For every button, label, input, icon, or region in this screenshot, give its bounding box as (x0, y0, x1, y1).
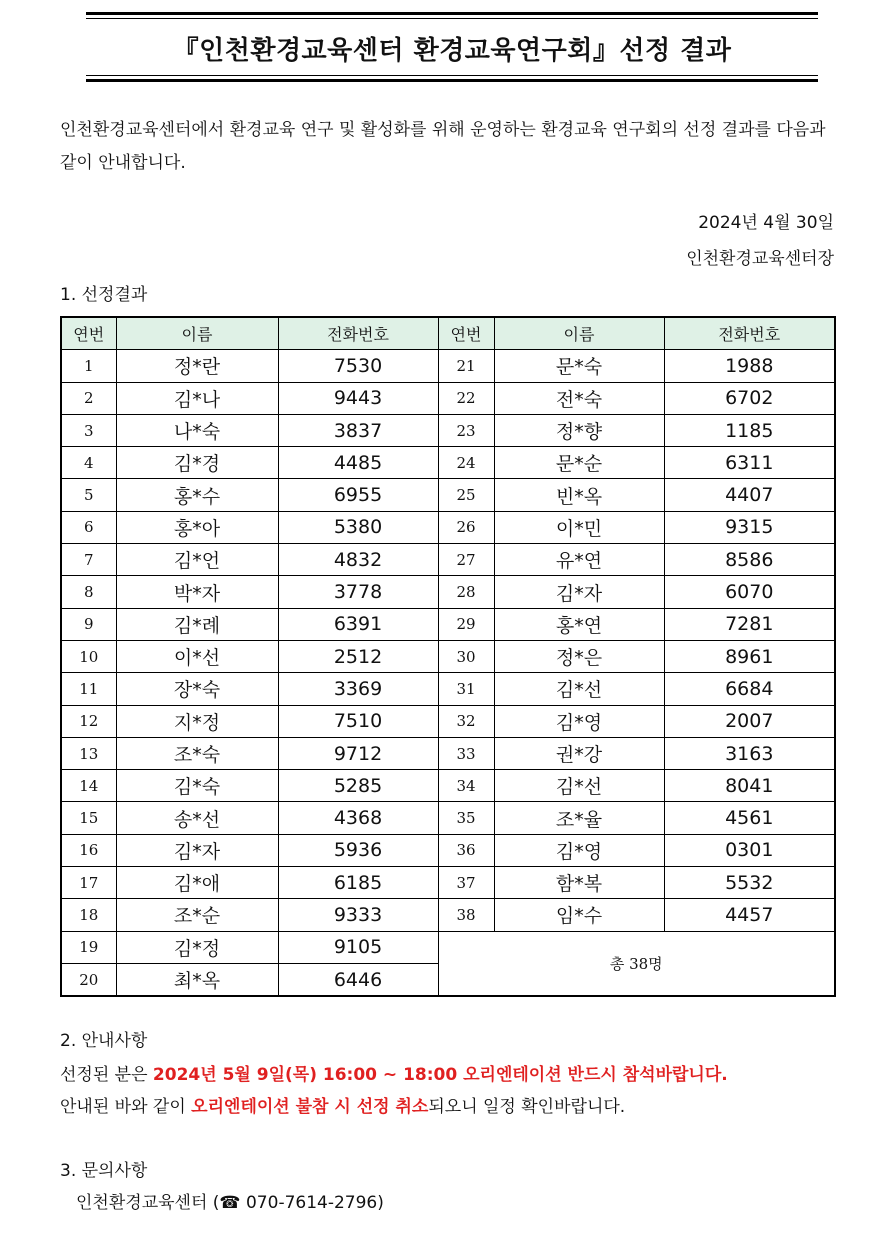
issuing-organization: 인천환경교육센터장 (686, 249, 834, 269)
member-phone: 4368 (278, 802, 438, 834)
title-rule-top (86, 12, 818, 15)
member-phone: 7510 (278, 705, 438, 737)
title-rule-bottom (86, 79, 818, 82)
member-name: 문*순 (494, 447, 664, 479)
member-name: 김*애 (116, 867, 278, 899)
member-name: 문*숙 (494, 350, 664, 382)
member-name: 전*숙 (494, 382, 664, 414)
member-name: 정*란 (116, 350, 278, 382)
member-name: 조*율 (494, 802, 664, 834)
member-name: 김*숙 (116, 770, 278, 802)
table-row (61, 770, 835, 802)
row-number: 33 (438, 737, 494, 769)
header-tel-right: 전화번호 (664, 317, 835, 350)
member-phone: 5532 (664, 867, 835, 899)
table-header-row (61, 317, 835, 350)
member-phone: 8961 (664, 640, 835, 672)
member-phone: 9712 (278, 737, 438, 769)
row-number: 34 (438, 770, 494, 802)
row-number: 4 (61, 447, 116, 479)
row-number: 37 (438, 867, 494, 899)
member-name: 박*자 (116, 576, 278, 608)
row-number: 31 (438, 673, 494, 705)
member-phone: 6391 (278, 608, 438, 640)
table-row (61, 705, 835, 737)
notice-line-2 (60, 1092, 625, 1117)
member-name: 홍*아 (116, 511, 278, 543)
row-number: 27 (438, 544, 494, 576)
member-phone: 6684 (664, 673, 835, 705)
document-date: 2024년 4월 30일 (698, 213, 834, 233)
member-phone: 7281 (664, 608, 835, 640)
row-number: 13 (61, 737, 116, 769)
table-row (61, 447, 835, 479)
row-number: 29 (438, 608, 494, 640)
member-name: 장*숙 (116, 673, 278, 705)
member-name: 김*정 (116, 931, 278, 963)
row-number: 38 (438, 899, 494, 931)
notice-line-2-text: 안내된 바와 같이 (60, 1097, 192, 1117)
member-phone: 5285 (278, 770, 438, 802)
member-phone: 4561 (664, 802, 835, 834)
row-number: 15 (61, 802, 116, 834)
member-name: 김*자 (116, 834, 278, 866)
member-phone: 2007 (664, 705, 835, 737)
member-name: 김*례 (116, 608, 278, 640)
member-phone: 7530 (278, 350, 438, 382)
member-phone: 6070 (664, 576, 835, 608)
row-number: 24 (438, 447, 494, 479)
row-number: 12 (61, 705, 116, 737)
member-name: 이*선 (116, 640, 278, 672)
member-phone: 3837 (278, 414, 438, 446)
member-name: 이*민 (494, 511, 664, 543)
section-1-heading: 1. 선정결과 (60, 285, 148, 305)
member-phone: 9315 (664, 511, 835, 543)
selection-result-table (60, 316, 836, 997)
member-phone: 5936 (278, 834, 438, 866)
member-name: 임*수 (494, 899, 664, 931)
row-number: 26 (438, 511, 494, 543)
member-phone: 3163 (664, 737, 835, 769)
member-name: 김*자 (494, 576, 664, 608)
row-number: 22 (438, 382, 494, 414)
member-phone: 8041 (664, 770, 835, 802)
member-name: 홍*수 (116, 479, 278, 511)
member-name: 김*나 (116, 382, 278, 414)
row-number: 1 (61, 350, 116, 382)
table-row (61, 673, 835, 705)
table-row (61, 737, 835, 769)
row-number: 16 (61, 834, 116, 866)
table-row (61, 931, 835, 963)
section-3-heading: 3. 문의사항 (60, 1161, 148, 1181)
member-phone: 6446 (278, 963, 438, 996)
row-number: 11 (61, 673, 116, 705)
member-name: 김*언 (116, 544, 278, 576)
row-number: 5 (61, 479, 116, 511)
header-no-right: 연번 (438, 317, 494, 350)
title-rule-bottom-thin (86, 75, 818, 76)
member-name: 김*경 (116, 447, 278, 479)
member-phone: 2512 (278, 640, 438, 672)
row-number: 14 (61, 770, 116, 802)
table-row (61, 834, 835, 866)
row-number: 7 (61, 544, 116, 576)
row-number: 18 (61, 899, 116, 931)
table-row (61, 350, 835, 382)
row-number: 32 (438, 705, 494, 737)
row-number: 3 (61, 414, 116, 446)
table-row (61, 802, 835, 834)
title-rule-top-thin (86, 18, 818, 19)
table-row (61, 511, 835, 543)
notice-line-1 (60, 1060, 728, 1085)
total-count: 총 38명 (438, 931, 835, 996)
table-row (61, 899, 835, 931)
table-row (61, 608, 835, 640)
row-number: 9 (61, 608, 116, 640)
row-number: 36 (438, 834, 494, 866)
row-number: 19 (61, 931, 116, 963)
table-row (61, 576, 835, 608)
header-name-right: 이름 (494, 317, 664, 350)
member-name: 김*영 (494, 705, 664, 737)
member-name: 지*정 (116, 705, 278, 737)
header-name-left: 이름 (116, 317, 278, 350)
member-phone: 4407 (664, 479, 835, 511)
table-row (61, 414, 835, 446)
member-name: 권*강 (494, 737, 664, 769)
table-row (61, 382, 835, 414)
member-phone: 9333 (278, 899, 438, 931)
row-number: 28 (438, 576, 494, 608)
cancellation-warning: 오리엔테이션 불참 시 선정 취소 (191, 1097, 429, 1117)
member-phone: 4457 (664, 899, 835, 931)
member-name: 정*은 (494, 640, 664, 672)
member-phone: 1988 (664, 350, 835, 382)
member-phone: 3369 (278, 673, 438, 705)
notice-line-1-text: 선정된 분은 (60, 1065, 153, 1085)
document-title: 『인천환경교육센터 환경교육연구회』선정 결과 (172, 36, 732, 66)
member-phone: 4832 (278, 544, 438, 576)
member-name: 김*영 (494, 834, 664, 866)
member-name: 홍*연 (494, 608, 664, 640)
header-tel-left: 전화번호 (278, 317, 438, 350)
member-phone: 4485 (278, 447, 438, 479)
member-name: 김*선 (494, 770, 664, 802)
member-phone: 6185 (278, 867, 438, 899)
table-row (61, 640, 835, 672)
member-name: 송*선 (116, 802, 278, 834)
row-number: 21 (438, 350, 494, 382)
section-2-heading: 2. 안내사항 (60, 1031, 148, 1051)
row-number: 20 (61, 963, 116, 996)
member-phone: 0301 (664, 834, 835, 866)
member-phone: 6702 (664, 382, 835, 414)
member-name: 빈*옥 (494, 479, 664, 511)
row-number: 23 (438, 414, 494, 446)
row-number: 6 (61, 511, 116, 543)
member-phone: 3778 (278, 576, 438, 608)
member-name: 나*숙 (116, 414, 278, 446)
table-row (61, 544, 835, 576)
notice-line-2-suffix: 되오니 일정 확인바랍니다. (428, 1097, 626, 1117)
member-name: 김*선 (494, 673, 664, 705)
member-phone: 5380 (278, 511, 438, 543)
member-name: 조*순 (116, 899, 278, 931)
row-number: 10 (61, 640, 116, 672)
member-phone: 9105 (278, 931, 438, 963)
row-number: 35 (438, 802, 494, 834)
row-number: 17 (61, 867, 116, 899)
table-row (61, 867, 835, 899)
member-name: 최*옥 (116, 963, 278, 996)
contact-info: 인천환경교육센터 (☎ 070-7614-2796) (76, 1193, 384, 1213)
row-number: 30 (438, 640, 494, 672)
member-phone: 6955 (278, 479, 438, 511)
row-number: 8 (61, 576, 116, 608)
member-name: 정*향 (494, 414, 664, 446)
member-name: 조*숙 (116, 737, 278, 769)
orientation-schedule: 2024년 5월 9일(목) 16:00 ~ 18:00 오리엔테이션 반드시 참석바랍니다. (152, 1065, 728, 1085)
row-number: 25 (438, 479, 494, 511)
member-phone: 1185 (664, 414, 835, 446)
row-number: 2 (61, 382, 116, 414)
member-phone: 8586 (664, 544, 835, 576)
intro-paragraph: 인천환경교육센터에서 환경교육 연구 및 활성화를 위해 운영하는 환경교육 연구회의 선정 결과를 다음과 같이 안내합니다. (60, 120, 826, 173)
table-row (61, 479, 835, 511)
member-phone: 6311 (664, 447, 835, 479)
member-phone: 9443 (278, 382, 438, 414)
member-name: 유*연 (494, 544, 664, 576)
member-name: 함*복 (494, 867, 664, 899)
header-no-left: 연번 (61, 317, 116, 350)
